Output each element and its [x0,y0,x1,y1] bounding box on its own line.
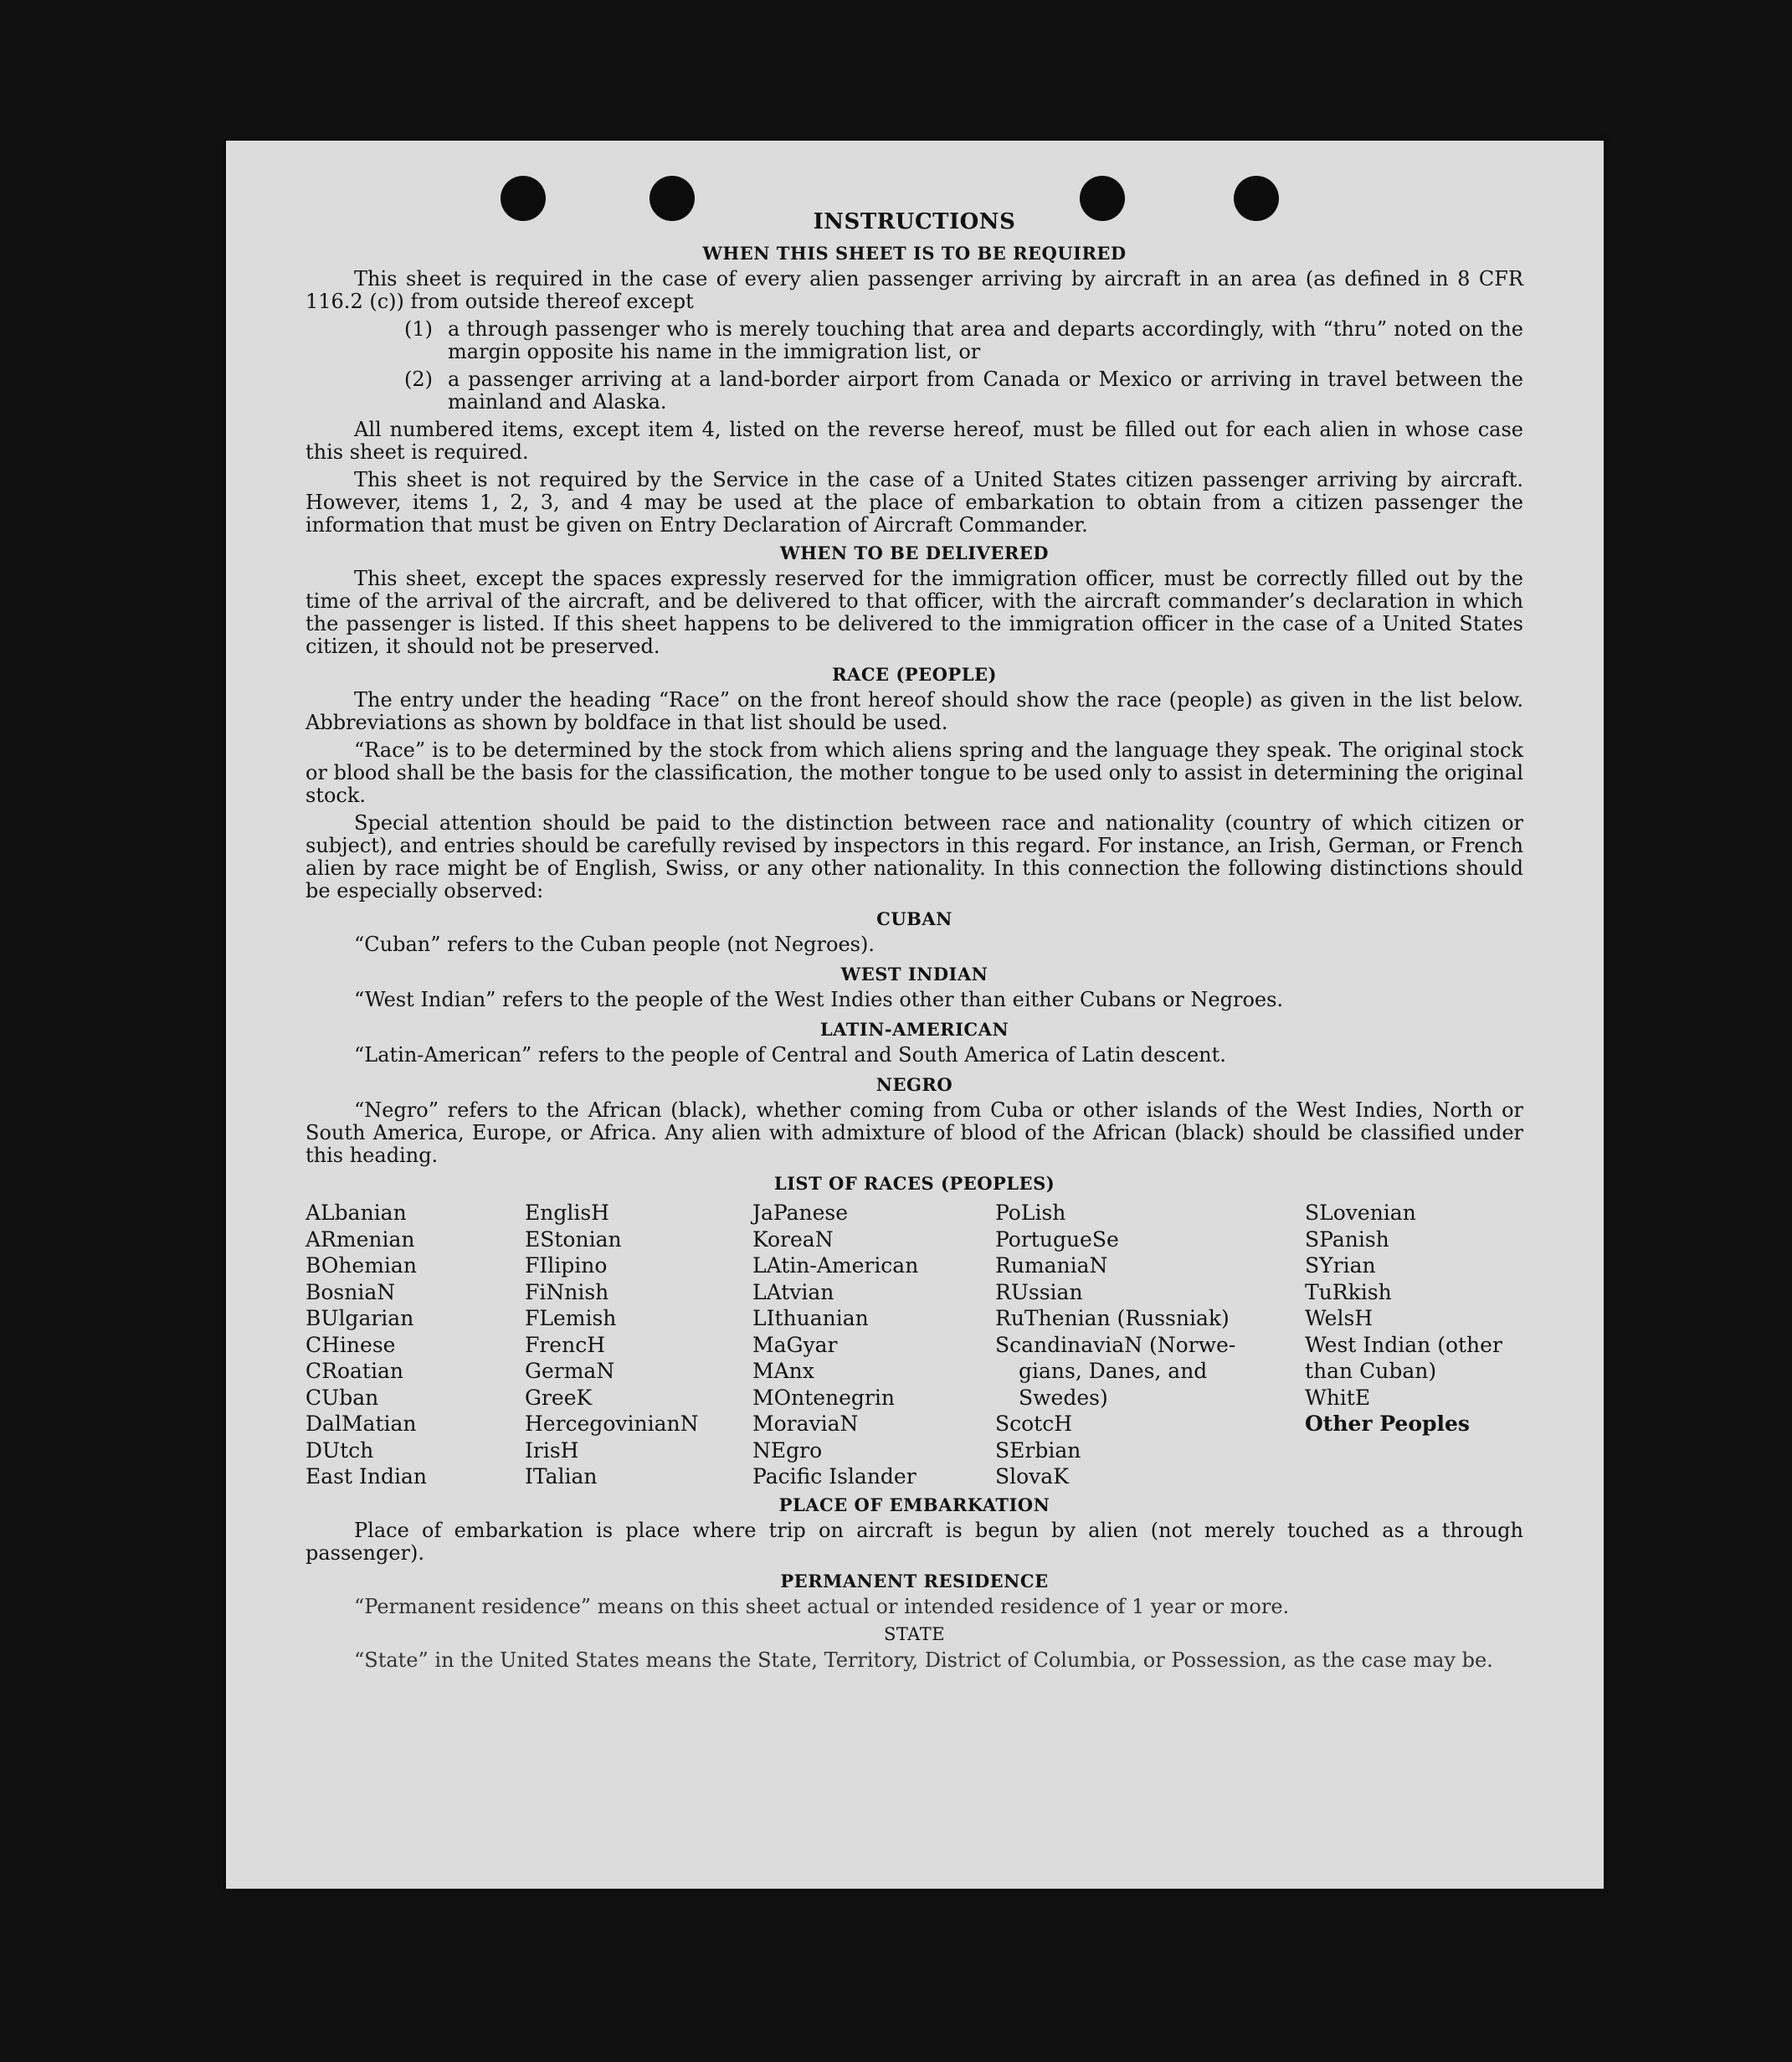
document-body [306,211,1523,1677]
race-entry: GreeK [525,1385,593,1410]
section-heading: PERMANENT RESIDENCE [780,1570,1049,1591]
item-number: (1) [404,317,433,341]
race-entry: Other Peoples [1305,1412,1470,1436]
race-entry: CUban [306,1385,379,1410]
race-entry: BUlgarian [306,1306,414,1330]
section-heading: STATE [883,1623,946,1644]
race-column [525,1200,752,1490]
section-heading: LATIN-AMERICAN [819,1019,1009,1040]
document-sheet [226,141,1604,1889]
race-entry: CRoatian [306,1359,403,1383]
race-entry: ITalian [525,1464,598,1489]
race-entry: BOhemian [306,1253,417,1278]
race-entry: FLemish [525,1306,617,1330]
paragraph: “State” in the United States means the State, Territory, District of Columbia, or Possession, as the case may be. [354,1648,1493,1672]
race-entry: WhitE [1305,1385,1371,1410]
race-entry: PortugueSe [995,1226,1119,1252]
race-entry: FiNnish [525,1279,609,1304]
race-entry: LIthuanian [752,1306,869,1330]
race-entry: Pacific Islander [752,1464,917,1489]
race-entry: MoraviaN [752,1412,859,1436]
paragraph: “Permanent residence” means on this sheet actual or intended residence of 1 year or more. [354,1594,1290,1618]
definition: “Latin-American” refers to the people of Central and South America of Latin descent. [354,1043,1226,1067]
race-column [752,1200,995,1490]
race-entry: DUtch [306,1437,374,1463]
race-list [306,1200,1523,1490]
race-entry: West Indian (other [1305,1332,1502,1357]
race-entry: MAnx [752,1359,814,1383]
paragraph: Special attention should be paid to the distinction between race and nationality (country of which citizen or subject), and entries should be carefully revised by inspectors in this regard. For instance, an Irish, German, or French alien by race might be of English, Swiss, or any other nationality. In this connection the following distinctions should be especially observed: [306,811,1523,902]
section-heading: WHEN TO BE DELIVERED [779,542,1049,563]
item-text: a through passenger who is merely touching that area and departs accordingly, with “thru” noted on the margin opposite his name in the immigration list, or [448,317,1523,363]
definition: “West Indian” refers to the people of the West Indies other than either Cubans or Negroes. [354,988,1284,1011]
race-entry: SlovaK [995,1464,1069,1489]
paragraph: Place of embarkation is place where trip on aircraft is begun by alien (not merely touched as a through passenger). [306,1518,1523,1565]
section-heading: WHEN THIS SHEET IS TO BE REQUIRED [702,243,1127,264]
race-entry: IrisH [525,1437,579,1463]
race-column [995,1200,1236,1490]
item-text: a passenger arriving at a land-border airport from Canada or Mexico or arriving in travel between the mainland and Alaska. [448,368,1523,414]
race-entry: EnglisH [525,1201,609,1225]
race-entry: HercegovinianN [525,1412,699,1436]
race-entry: FrencH [525,1332,605,1357]
paragraph: This sheet is not required by the Service in the case of a United States citizen passenger arriving by aircraft. However, items 1, 2, 3, and 4 may be used at the place of embarkation to obtain from a citizen passenger the information that must be given on Entry Declaration of Aircraft Commander. [306,468,1523,537]
race-entry: RumaniaN [995,1253,1108,1278]
paragraph: “Negro” refers to the African (black), whether coming from Cuba or other islands of the West Indies, North or South America, Europe, or Africa. Any alien with admixture of blood of the African (black) should be classified under this heading. [306,1098,1523,1167]
race-entry: EStonian [525,1226,622,1252]
race-entry: MaGyar [752,1332,838,1357]
race-entry: RUssian [995,1279,1083,1304]
page-title: INSTRUCTIONS [813,209,1016,234]
paragraph: This sheet is required in the case of every alien passenger arriving by aircraft in an area (as defined in 8 CFR 116.2 (c)) from outside thereof except [306,267,1523,313]
race-entry: SPanish [1305,1226,1389,1252]
race-entry: East Indian [306,1464,427,1489]
race-column [1305,1200,1522,1490]
race-entry: DalMatian [306,1412,417,1436]
race-entry: TuRkish [1305,1279,1392,1304]
race-entry: SYrian [1305,1253,1376,1278]
section-heading: NEGRO [875,1074,953,1095]
paragraph: This sheet, except the spaces expressly reserved for the immigration officer, must be correctly filled out by the time of the arrival of the aircraft, and be delivered to that officer, with the aircraft commander’s declaration in which the passenger is listed. If this sheet happens to be delivered to the immigration officer in the case of a United States citizen, it should not be preserved. [306,567,1523,658]
race-entry: than Cuban) [1305,1359,1437,1383]
paragraph: All numbered items, except item 4, listed on the reverse hereof, must be filled out for each alien in whose case this sheet is required. [306,418,1523,464]
race-entry: ALbanian [306,1201,407,1225]
race-entry: MOntenegrin [752,1385,895,1410]
race-entry: JaPanese [752,1201,849,1225]
item-number: (2) [404,368,433,391]
race-entry: ScotcH [995,1412,1073,1436]
section-heading: CUBAN [876,908,952,929]
race-entry: Swedes) [1019,1385,1108,1410]
race-entry: FIlipino [525,1253,608,1278]
section-heading: RACE (PEOPLE) [832,664,997,685]
section-heading: PLACE OF EMBARKATION [778,1494,1050,1515]
race-entry: LAtvian [752,1279,834,1304]
section-heading: WEST INDIAN [840,964,988,985]
race-entry: WelsH [1305,1306,1374,1330]
race-entry: SErbian [995,1437,1081,1463]
race-column [306,1200,525,1490]
race-entry: RuThenian (Russniak) [995,1306,1230,1330]
race-entry: KoreaN [752,1226,834,1252]
paragraph: “Race” is to be determined by the stock from which aliens spring and the language they speak. The original stock or blood shall be the basis for the classification, the mother tongue to be used only to assist in determining the original stock. [306,738,1523,807]
race-entry: ScandinaviaN (Norwe- [995,1332,1236,1357]
race-entry: LAtin-American [752,1253,919,1278]
race-entry: ARmenian [306,1226,415,1252]
list-item [404,318,1523,363]
race-entry: CHinese [306,1332,396,1357]
definition: “Cuban” refers to the Cuban people (not Negroes). [354,933,875,956]
section-heading: LIST OF RACES (PEOPLES) [773,1173,1055,1194]
race-entry: BosniaN [306,1279,396,1304]
paragraph: The entry under the heading “Race” on the front hereof should show the race (people) as given in the list below. Abbreviations as shown by boldface in that list should be used. [306,688,1523,734]
race-entry: PoLish [995,1201,1066,1225]
race-entry: SLovenian [1305,1201,1416,1225]
race-entry: GermaN [525,1359,615,1383]
race-entry: gians, Danes, and [1019,1359,1208,1383]
race-entry: NEgro [752,1437,823,1463]
list-item [404,368,1523,414]
